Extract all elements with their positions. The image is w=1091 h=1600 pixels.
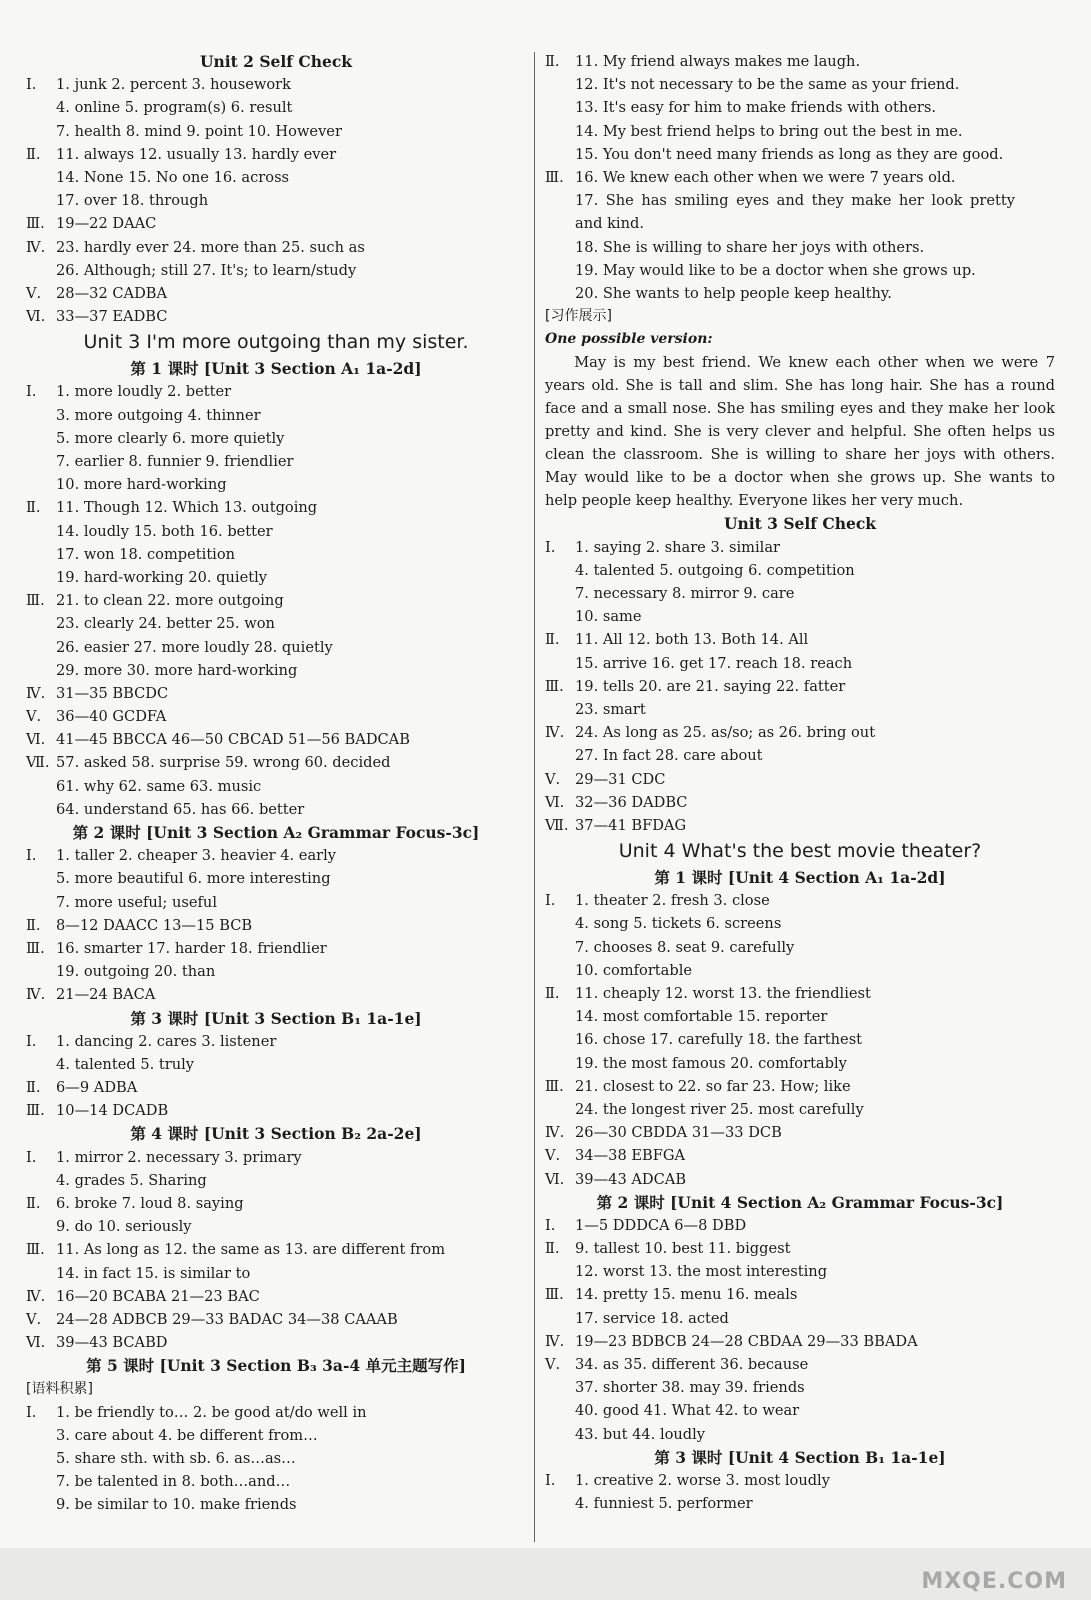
answer-text: 43. but 44. loudly [575,1425,706,1443]
answer-line [26,1146,526,1169]
section-heading: Unit 2 Self Check [199,52,353,71]
roman-numeral: Ⅴ. [545,1147,561,1165]
roman-numeral: Ⅰ. [545,1216,556,1234]
roman-numeral: Ⅴ. [545,1356,561,1374]
answer-text: 26. Although; still 27. It's; to learn/study [56,261,357,279]
bracket-heading: [习作展示] [545,308,612,325]
answer-text: 17. won 18. competition [56,545,236,563]
answer-text: 10. same [575,608,642,626]
answer-line [545,1423,1055,1446]
roman-numeral: Ⅲ. [26,939,45,957]
answer-text: 21—24 BACA [56,986,156,1004]
answer-line [545,1260,1055,1283]
answer-text: 14. most comfortable 15. reporter [575,1008,828,1026]
answer-text: 1. creative 2. worse 3. most loudly [575,1471,830,1489]
essay-text: May is my best friend. We knew each other when we were 7 years old. She is tall and slim. She has long hair. She has a round face and a small nose. She has smiling eyes and they make her look pretty and kind. She is very clever and helpful. She often helps us clean the classroom. She is willing to share her joys with others. May would like to be a doctor when she grows up. She wants to help people keep healthy. Everyone likes her very much. [545,354,1055,510]
roman-numeral: Ⅲ. [545,1286,564,1304]
answer-line [26,120,526,143]
lesson-heading: 第 2 课时 [Unit 4 Section A₂ Grammar Focus-3c] [596,1192,1004,1212]
answer-line [545,936,1055,959]
roman-numeral: Ⅲ. [26,1102,45,1120]
answer-line [545,814,1055,837]
answer-text: 11. cheaply 12. worst 13. the friendliest [575,985,871,1003]
answer-text: 16. chose 17. carefully 18. the farthest [575,1031,863,1049]
roman-numeral: Ⅳ. [26,986,46,1004]
answer-line [545,582,1055,605]
answer-text: 23. hardly ever 24. more than 25. such as [56,238,365,256]
answer-text: 26—30 CBDDA 31—33 DCB [575,1124,782,1142]
answer-text: 37—41 BFDAG [575,816,687,834]
answer-line [26,867,526,890]
roman-numeral: Ⅱ. [545,1240,560,1258]
answer-line [26,520,526,543]
answer-text: 4. talented 5. truly [56,1055,195,1073]
answer-line [545,675,1055,698]
answer-line [26,1285,526,1308]
answer-line [545,791,1055,814]
watermark-logo: MXQE.COM [921,1569,1067,1594]
answer-line [545,768,1055,791]
answer-text: 6—9 ADBA [56,1079,138,1097]
answer-line [26,305,526,328]
answer-line [26,1424,526,1447]
answer-text: 21. to clean 22. more outgoing [56,592,284,610]
answer-text: 14. in fact 15. is similar to [56,1264,251,1282]
answer-text: 1. theater 2. fresh 3. close [575,892,770,910]
answer-text: 1. more loudly 2. better [56,383,232,401]
answer-line [545,1028,1055,1051]
answer-line [26,427,526,450]
answer-line [545,1307,1055,1330]
lesson-heading: 第 3 课时 [Unit 3 Section B₁ 1a-1e] [130,1008,422,1028]
answer-line [545,959,1055,982]
answer-text: 39—43 BCABD [56,1334,168,1352]
answer-line [545,628,1055,651]
answer-text: 13. It's easy for him to make friends with others. [575,99,937,117]
answer-line [26,960,526,983]
answer-text: 19. outgoing 20. than [56,963,216,981]
unit-heading: Unit 4 What's the best movie theater? [618,840,982,863]
answer-text: 5. more beautiful 6. more interesting [56,870,331,888]
answer-line [545,1005,1055,1028]
answer-line [26,1308,526,1331]
answer-text: 16—20 BCABA 21—23 BAC [56,1287,260,1305]
roman-numeral: Ⅰ. [545,1471,556,1489]
answer-line [545,96,1055,119]
answer-line [545,605,1055,628]
answer-line [26,1238,526,1261]
answer-line [26,380,526,403]
roman-numeral: Ⅰ. [545,538,556,556]
answer-line [26,728,526,751]
answer-line [26,1215,526,1238]
answer-text: 6. broke 7. loud 8. saying [56,1195,244,1212]
answer-text: 1. be friendly to… 2. be good at/do well in [56,1403,367,1421]
answer-text: 9. do 10. seriously [56,1218,192,1236]
roman-numeral: Ⅲ. [26,215,45,233]
lesson-heading: 第 1 课时 [Unit 4 Section A₁ 1a-2d] [654,868,946,888]
roman-numeral: Ⅰ. [545,892,556,910]
answer-line [26,473,526,496]
answer-line [545,282,1055,305]
answer-text: 34—38 EBFGA [575,1147,686,1165]
answer-text: 21. closest to 22. so far 23. How; like [575,1077,851,1095]
answer-text: 4. online 5. program(s) 6. result [56,99,293,117]
answer-line [545,1121,1055,1144]
answer-text: 4. funniest 5. performer [575,1495,753,1513]
answer-text: 19. the most famous 20. comfortably [575,1054,847,1072]
answer-text: 7. necessary 8. mirror 9. care [575,585,795,603]
answer-text: 7. earlier 8. funnier 9. friendlier [56,453,294,470]
answer-text: 19—23 BDBCB 24—28 CBDAA 29—33 BBADA [575,1332,918,1350]
answer-text: 7. health 8. mind 9. point 10. However [56,122,342,140]
answer-text: 14. pretty 15. menu 16. meals [575,1286,798,1304]
answer-line [26,798,526,821]
answer-text: 4. song 5. tickets 6. screens [575,915,782,933]
answer-line [545,889,1055,912]
answer-line [545,559,1055,582]
roman-numeral: Ⅱ. [545,631,560,649]
unit-heading: Unit 3 I'm more outgoing than my sister. [83,331,469,354]
answer-text: 17. She has smiling eyes and they make her look pretty and kind. [575,192,1015,233]
answer-line [26,73,526,96]
answer-line [545,1492,1055,1515]
roman-numeral: Ⅰ. [26,847,37,865]
answer-text: 11. As long as 12. the same as 13. are different from [56,1241,446,1259]
answer-text: 1. dancing 2. cares 3. listener [56,1032,277,1050]
column-divider [534,52,535,1542]
answer-text: 5. share sth. with sb. 6. as…as… [56,1450,296,1468]
answer-text: 11. always 12. usually 13. hardly ever [56,145,337,163]
answer-text: 19—22 DAAC [56,215,157,233]
answer-line [26,496,526,519]
answer-text: 61. why 62. same 63. music [56,777,262,795]
roman-numeral: Ⅱ. [545,53,560,70]
answer-text: 3. more outgoing 4. thinner [56,406,261,424]
answer-line [26,1053,526,1076]
roman-numeral: Ⅰ. [26,1403,37,1421]
answer-line [545,189,1055,235]
answer-text: 7. chooses 8. seat 9. carefully [575,938,795,956]
answer-line [545,259,1055,282]
section-heading: Unit 3 Self Check [723,514,877,534]
answer-text: 4. grades 5. Sharing [56,1171,207,1189]
answer-text: 5. more clearly 6. more quietly [56,429,285,447]
answer-text: 11. All 12. both 13. Both 14. All [575,631,809,649]
answer-text: 26. easier 27. more loudly 28. quietly [56,638,333,656]
bracket-heading: [语料积累] [26,1380,93,1397]
answer-line [545,1330,1055,1353]
answer-line [545,50,1055,73]
answer-line [26,96,526,119]
answer-line [26,1401,526,1424]
answer-line [545,1144,1055,1167]
answer-line [26,1099,526,1122]
answer-line [545,536,1055,559]
roman-numeral: Ⅶ. [545,816,569,834]
answer-line [26,1192,526,1215]
roman-numeral: Ⅱ. [26,1079,41,1097]
answer-line [545,1469,1055,1492]
answer-text: 16. smarter 17. harder 18. friendlier [56,939,327,957]
answer-text: 28—32 CADBA [56,284,168,302]
answer-text: 24—28 ADBCB 29—33 BADAC 34—38 CAAAB [56,1310,398,1328]
answer-text: 11. My friend always makes me laugh. [575,53,861,70]
answer-text: 1—5 DDDCA 6—8 DBD [575,1216,747,1234]
answer-text: 10. more hard-working [56,476,227,494]
roman-numeral: Ⅰ. [26,76,37,94]
roman-numeral: Ⅲ. [545,168,564,186]
answer-text: 3. care about 4. be different from… [56,1426,318,1444]
answer-line [26,659,526,682]
answer-text: 16. We knew each other when we were 7 years old. [575,168,956,186]
roman-numeral: Ⅵ. [26,308,46,326]
answer-text: 20. She wants to help people keep healthy. [575,284,892,302]
answer-text: 7. be talented in 8. both…and… [56,1473,291,1491]
answer-line [26,937,526,960]
answer-line [545,143,1055,166]
roman-numeral: Ⅵ. [26,1334,46,1352]
answer-line [26,282,526,305]
answer-line [545,236,1055,259]
roman-numeral: Ⅳ. [26,1287,46,1305]
lesson-heading: 第 3 课时 [Unit 4 Section B₁ 1a-1e] [654,1447,946,1467]
answer-line [26,1169,526,1192]
answer-line [26,844,526,867]
answer-line [26,775,526,798]
answer-text: 10—14 DCADB [56,1102,169,1120]
answer-text: 23. smart [575,700,646,718]
answer-text: 34. as 35. different 36. because [575,1356,809,1374]
answer-text: 19. May would like to be a doctor when she grows up. [575,261,976,279]
answer-text: 9. tallest 10. best 11. biggest [575,1240,791,1258]
left-column [26,50,526,1517]
lesson-heading: 第 4 课时 [Unit 3 Section B₂ 2a-2e] [130,1124,422,1144]
answer-line [26,751,526,774]
roman-numeral: Ⅵ. [26,731,46,749]
answer-text: 4. talented 5. outgoing 6. competition [575,561,855,579]
answer-line [545,120,1055,143]
roman-numeral: Ⅲ. [26,1241,45,1259]
lesson-heading: 第 1 课时 [Unit 3 Section A₁ 1a-2d] [130,359,422,379]
answer-line [545,1399,1055,1422]
answer-text: 14. My best friend helps to bring out the best in me. [575,122,963,140]
lesson-heading: 第 5 课时 [Unit 3 Section B₃ 3a-4 单元主题写作] [86,1356,466,1376]
answer-text: 64. understand 65. has 66. better [56,800,305,818]
roman-numeral: Ⅳ. [545,724,565,742]
answer-line [545,73,1055,96]
roman-numeral: Ⅳ. [26,238,46,256]
roman-numeral: Ⅳ. [26,684,46,702]
answer-line [545,652,1055,675]
answer-line [545,1376,1055,1399]
answer-text: 17. over 18. through [56,192,209,210]
answer-text: 19. hard-working 20. quietly [56,568,268,586]
roman-numeral: Ⅶ. [26,754,50,772]
answer-text: 33—37 EADBC [56,308,168,326]
answer-line [26,983,526,1006]
answer-text: 9. be similar to 10. make friends [56,1496,297,1514]
answer-line [26,914,526,937]
answer-text: 37. shorter 38. may 39. friends [575,1379,805,1397]
roman-numeral: Ⅲ. [26,592,45,610]
answer-text: 23. clearly 24. better 25. won [56,615,275,633]
roman-numeral: Ⅴ. [26,708,42,726]
answer-line [26,1447,526,1470]
answer-text: 31—35 BBCDC [56,684,169,702]
answer-line [26,1030,526,1053]
roman-numeral: Ⅳ. [545,1332,565,1350]
answer-line [26,705,526,728]
roman-numeral: Ⅱ. [26,499,41,517]
answer-line [545,1237,1055,1260]
answer-text: 8—12 DAACC 13—15 BCB [56,916,253,934]
answer-line [545,1353,1055,1376]
answer-line [26,1470,526,1493]
answer-text: 29. more 30. more hard-working [56,661,298,679]
answer-text: 19. tells 20. are 21. saying 22. fatter [575,677,846,695]
answer-text: 11. Though 12. Which 13. outgoing [56,499,318,517]
answer-line [26,543,526,566]
right-column [545,50,1055,1515]
answer-line [545,1075,1055,1098]
answer-line [545,698,1055,721]
roman-numeral: Ⅴ. [26,1310,42,1328]
answer-text: 24. As long as 25. as/so; as 26. bring out [575,724,876,742]
answer-line [545,1168,1055,1191]
answer-text: 12. It's not necessary to be the same as your friend. [575,76,960,94]
answer-text: 15. You don't need many friends as long as they are good. [575,145,1004,163]
answer-text: 7. more useful; useful [56,893,217,911]
roman-numeral: Ⅲ. [545,1077,564,1095]
roman-numeral: Ⅰ. [26,1032,37,1050]
roman-numeral: Ⅰ. [26,383,37,401]
answer-text: 1. mirror 2. necessary 3. primary [56,1148,302,1166]
answer-line [26,636,526,659]
answer-line [26,1262,526,1285]
roman-numeral: Ⅵ. [545,793,565,811]
answer-text: 29—31 CDC [575,770,666,788]
answer-line [545,1214,1055,1237]
answer-line [26,259,526,282]
roman-numeral: Ⅴ. [545,770,561,788]
roman-numeral: Ⅳ. [545,1124,565,1142]
answer-line [26,212,526,235]
answer-line [26,1493,526,1516]
answer-text: 36—40 GCDFA [56,708,167,726]
answer-line [26,143,526,166]
answer-line [26,589,526,612]
answer-line [545,1283,1055,1306]
answer-line [545,166,1055,189]
answer-text: 14. loudly 15. both 16. better [56,522,273,540]
answer-line [26,236,526,259]
essay-paragraph [545,351,1055,512]
answer-line [26,1331,526,1354]
roman-numeral: Ⅲ. [545,677,564,695]
roman-numeral: Ⅴ. [26,284,42,302]
answer-text: 40. good 41. What 42. to wear [575,1402,800,1420]
answer-text: 27. In fact 28. care about [575,747,763,765]
answer-line [26,682,526,705]
roman-numeral: Ⅵ. [545,1170,565,1188]
roman-numeral: Ⅱ. [26,916,41,934]
answer-text: 41—45 BBCCA 46—50 CBCAD 51—56 BADCAB [56,731,410,749]
answer-line [26,404,526,427]
answer-line [545,744,1055,767]
answer-text: 18. She is willing to share her joys with others. [575,238,925,256]
roman-numeral: Ⅰ. [26,1148,37,1166]
answer-line [545,721,1055,744]
answer-line [26,189,526,212]
answer-text: 1. junk 2. percent 3. housework [56,76,291,94]
answer-text: 39—43 ADCAB [575,1170,687,1188]
answer-line [545,912,1055,935]
answer-line [26,450,526,473]
answer-text: 15. arrive 16. get 17. reach 18. reach [575,654,853,672]
roman-numeral: Ⅱ. [545,985,560,1003]
roman-numeral: Ⅱ. [26,145,41,163]
answer-text: 17. service 18. acted [575,1309,729,1327]
version-label: One possible version: [545,331,713,348]
answer-line [26,891,526,914]
answer-text: 57. asked 58. surprise 59. wrong 60. decided [56,754,391,772]
answer-line [545,982,1055,1005]
answer-line [545,1052,1055,1075]
answer-text: 10. comfortable [575,961,693,979]
answer-text: 1. taller 2. cheaper 3. heavier 4. early [56,847,337,865]
answer-line [26,166,526,189]
lesson-heading: 第 2 课时 [Unit 3 Section A₂ Grammar Focus-3c] [72,823,480,842]
answer-text: 14. None 15. No one 16. across [56,168,290,186]
answer-line [545,1098,1055,1121]
answer-text: 24. the longest river 25. most carefully [575,1100,864,1118]
answer-text: 12. worst 13. the most interesting [575,1263,828,1281]
answer-line [26,566,526,589]
answer-line [26,1076,526,1099]
answer-text: 1. saying 2. share 3. similar [575,538,781,556]
answer-line [26,612,526,635]
roman-numeral: Ⅱ. [26,1195,41,1212]
answer-text: 32—36 DADBC [575,793,688,811]
